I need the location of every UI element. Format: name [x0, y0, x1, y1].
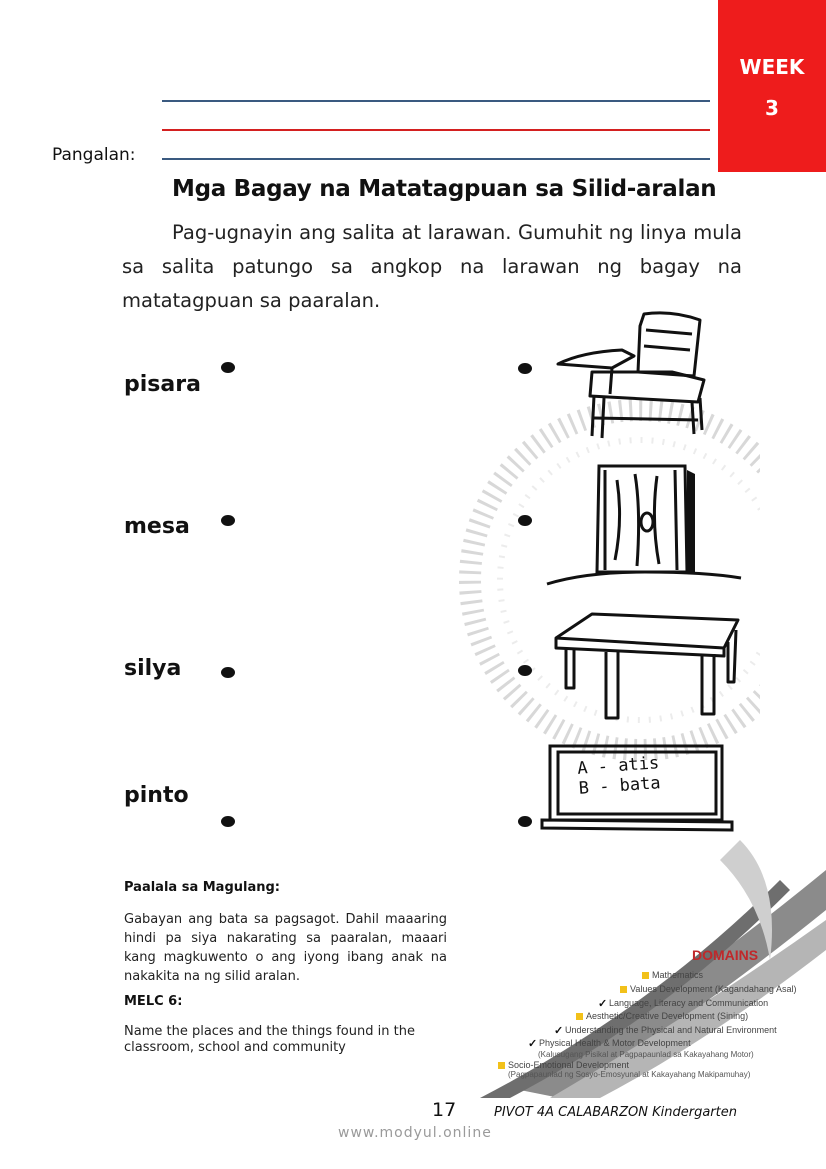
match-dot-left[interactable] — [221, 667, 235, 678]
footer-text: PIVOT 4A CALABARZON Kindergarten — [494, 1105, 737, 1120]
week-number: 3 — [765, 96, 779, 120]
writing-line-middle — [162, 129, 710, 131]
week-tab — [718, 0, 826, 172]
page-title: Mga Bagay na Matatagpuan sa Silid-aralan — [172, 176, 717, 202]
door-picture — [545, 460, 745, 590]
table-picture — [552, 608, 742, 726]
domain-item: Aesthetic/Creative Development (Sining) — [576, 1011, 748, 1021]
bullet-square-icon — [498, 1062, 505, 1069]
word-pinto: pinto — [124, 783, 189, 808]
match-dot-right[interactable] — [518, 816, 532, 827]
match-dot-right[interactable] — [518, 665, 532, 676]
bullet-square-icon — [620, 986, 627, 993]
week-label: WEEK — [739, 55, 805, 79]
blackboard-writing — [577, 753, 661, 799]
name-label: Pangalan: — [52, 145, 136, 165]
domain-item: Values Development (Kagandahang Asal) — [620, 984, 796, 994]
writing-line-top — [162, 100, 710, 102]
domain-item: ✓ Understanding the Physical and Natural Environment — [554, 1024, 777, 1037]
melc-body: Name the places and the things found in the classroom, school and community — [124, 1024, 415, 1055]
domain-item: ✓ Physical Health & Motor Development (Kalusugang Pisikal at Pagpapaunlad sa Kakayahang Motor) — [528, 1037, 754, 1059]
checkmark-icon: ✓ — [554, 1025, 564, 1037]
word-mesa: mesa — [124, 514, 190, 539]
match-dot-left[interactable] — [221, 515, 235, 526]
word-pisara: pisara — [124, 372, 201, 397]
word-silya: silya — [124, 656, 182, 681]
match-dot-left[interactable] — [221, 816, 235, 827]
match-dot-right[interactable] — [518, 363, 532, 374]
match-dot-right[interactable] — [518, 515, 532, 526]
blackboard-line-1: A - atis — [576, 753, 660, 779]
bullet-square-icon — [576, 1013, 583, 1020]
domain-item: Mathematics — [642, 970, 703, 980]
parent-note-body: Gabayan ang bata sa pagsagot. Dahil maaaring hindi pa siya nakarating sa paaralan, maaari kang magkuwento o ang iyong ibang anak na nakakita na ng silid aralan. — [124, 912, 447, 984]
match-dot-left[interactable] — [221, 362, 235, 373]
checkmark-icon: ✓ — [528, 1038, 538, 1050]
blackboard-line-2: B - bata — [578, 773, 662, 799]
domain-item: Socio-Emotional Development (Pagpapaunlad ng Sosyo-Emosyunal at Kakayahang Makipamuhay) — [498, 1060, 750, 1079]
watermark-text: www.modyul.online — [338, 1125, 492, 1141]
checkmark-icon: ✓ — [598, 998, 608, 1010]
domains-title: DOMAINS — [692, 947, 759, 963]
writing-line-bottom[interactable] — [162, 158, 710, 160]
page-number: 17 — [432, 1099, 457, 1121]
parent-note-heading: Paalala sa Magulang: — [124, 880, 280, 895]
instruction-text: Pag-ugnayin ang salita at larawan. Gumuhit ng linya mula sa salita patungo sa angkop na larawan ng bagay na matatagpuan sa paaralan. — [122, 221, 742, 312]
school-chair-picture — [552, 306, 722, 442]
domain-item: ✓ Language, Literacy and Communication — [598, 997, 769, 1010]
melc-heading: MELC 6: — [124, 994, 183, 1009]
bullet-square-icon — [642, 972, 649, 979]
